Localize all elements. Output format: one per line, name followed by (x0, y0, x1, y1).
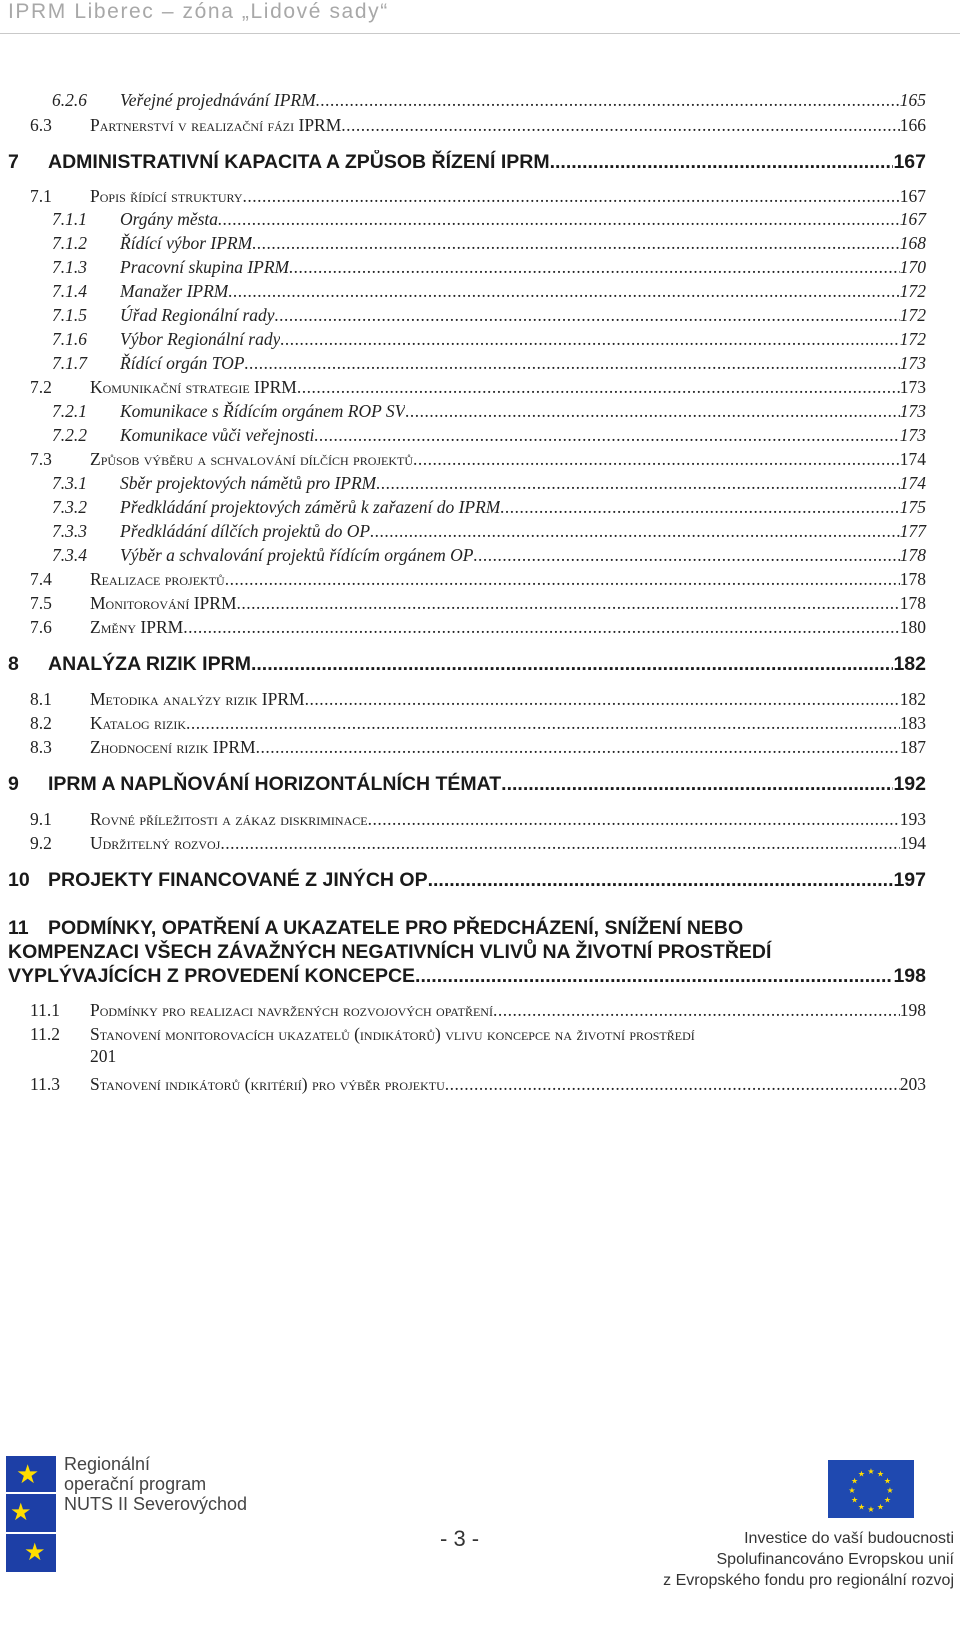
header-title: IPRM Liberec – zóna „Lidové sady“ (8, 0, 389, 23)
dot-leader (183, 616, 900, 638)
toc-entry[interactable]: 7.5 Monitorování IPRM ..... 178 (8, 592, 926, 614)
toc-entry[interactable]: 7.1.1 Orgány města ..... 167 (8, 208, 926, 230)
dot-leader (368, 808, 900, 830)
toc-entry[interactable]: 7.1.2 Řídící výbor IPRM ..... 168 (8, 232, 926, 254)
dot-leader (275, 304, 900, 326)
dot-leader (237, 592, 900, 614)
toc-chapter[interactable]: 11 PODMÍNKY, OPATŘENÍ A UKAZATELE PRO PŘEDCHÁZENÍ, SNÍŽENÍ NEBO KOMPENZACI VŠECH ZÁVAŽNÝCH NEGATIVNÍCH VLIVŮ NA ŽIVOTNÍ PROSTŘEDÍ VYPLÝVAJÍCÍCH Z PROVEDENÍ KONCEPCE ..... 198 (8, 916, 926, 988)
star-icon: ★ (16, 1460, 40, 1490)
eu-star-icon: ★ (867, 1467, 875, 1476)
eu-star-icon: ★ (883, 1476, 892, 1486)
page-footer (0, 1440, 960, 1640)
page-header (0, 0, 960, 34)
toc-entry[interactable]: 7.6 Změny IPRM ..... 180 (8, 616, 926, 638)
toc-entry[interactable]: 7.3 Způsob výběru a schvalování dílčích projektů ..... 174 (8, 448, 926, 470)
toc-entry[interactable]: 7.1.7 Řídící orgán TOP ..... 173 (8, 352, 926, 374)
toc-entry[interactable]: 7.1.4 Manažer IPRM ..... 172 (8, 280, 926, 302)
eu-star-icon: ★ (850, 1476, 859, 1486)
dot-leader (500, 496, 899, 518)
star-icon: ★ (10, 1498, 32, 1526)
toc-entry[interactable]: 11.3 Stanovení indikátorů (kritérií) pro výběr projektu ..... 203 (8, 1073, 926, 1095)
eu-flag-icon (828, 1460, 914, 1518)
toc-entry[interactable]: 11.2 Stanovení monitorovacích ukazatelů (indikátorů) vlivu koncepce na životní prostředí 201 (30, 1024, 695, 1066)
toc-entry[interactable]: 7.1 Popis řídící struktury ..... 167 (8, 185, 926, 207)
eu-star-icon: ★ (857, 1502, 866, 1512)
toc-entry[interactable]: 8.2 Katalog rizik ..... 183 (8, 712, 926, 734)
dot-leader (341, 114, 899, 136)
eu-star-icon: ★ (857, 1469, 866, 1479)
toc-entry[interactable]: 7.1.6 Výbor Regionální rady ..... 172 (8, 328, 926, 350)
page-number: - 3 - (440, 1526, 480, 1551)
dot-leader (501, 772, 893, 796)
dot-leader (220, 832, 899, 854)
dot-leader (445, 1073, 900, 1095)
dot-leader (376, 472, 899, 494)
dot-leader (289, 256, 900, 278)
dot-leader (405, 400, 899, 422)
eu-star-icon: ★ (876, 1469, 885, 1479)
toc-entry[interactable]: 9.2 Udržitelný rozvoj ..... 194 (8, 832, 926, 854)
dot-leader (252, 232, 900, 254)
eu-star-icon: ★ (886, 1486, 894, 1495)
toc-entry[interactable]: 7.3.4 Výběr a schvalování projektů řídícím orgánem OP ..... 178 (8, 544, 926, 566)
dot-leader (314, 424, 899, 446)
rop-logo (6, 1456, 56, 1572)
toc-entry[interactable]: 11.1 Podmínky pro realizaci navržených rozvojových opatření ..... 198 (8, 999, 926, 1021)
toc-entry[interactable]: 7.3.3 Předkládání dílčích projektů do OP ..... 177 (8, 520, 926, 542)
eu-star-icon: ★ (850, 1495, 859, 1505)
dot-leader (251, 652, 894, 676)
dot-leader (415, 964, 893, 988)
eu-slogan: Investice do vaší budoucnosti Spolufinancováno Evropskou unií z Evropského fondu pro regionální rozvoj (663, 1530, 954, 1589)
toc-entry[interactable]: 8.1 Metodika analýzy rizik IPRM ..... 182 (8, 688, 926, 710)
dot-leader (474, 544, 900, 566)
dot-leader (280, 328, 899, 350)
toc-entry[interactable]: 6.2.6 Veřejné projednávání IPRM ..... 165 (8, 89, 926, 111)
dot-leader (297, 376, 900, 398)
eu-star-icon: ★ (867, 1505, 875, 1514)
dot-leader (186, 712, 900, 734)
dot-leader (413, 448, 900, 470)
dot-leader (428, 868, 894, 892)
toc-entry[interactable]: 7.2.1 Komunikace s Řídícím orgánem ROP SV ..... 173 (8, 400, 926, 422)
toc-entry[interactable]: 7.2.2 Komunikace vůči veřejnosti ..... 173 (8, 424, 926, 446)
toc-chapter[interactable]: 10 PROJEKTY FINANCOVANÉ Z JINÝCH OP ..... 197 (8, 868, 926, 892)
star-icon: ★ (24, 1538, 46, 1566)
program-name: Regionální operační program NUTS II Severovýchod (64, 1454, 248, 1514)
toc-entry[interactable]: 7.3.2 Předkládání projektových záměrů k zařazení do IPRM ..... 175 (8, 496, 926, 518)
toc-entry[interactable]: 7.2 Komunikační strategie IPRM ..... 173 (8, 376, 926, 398)
toc-entry[interactable]: 9.1 Rovné příležitosti a zákaz diskriminace ..... 193 (8, 808, 926, 830)
toc-chapter[interactable]: 9 IPRM A NAPLŇOVÁNÍ HORIZONTÁLNÍCH TÉMAT ..... 192 (8, 772, 926, 796)
toc-entry[interactable]: 7.4 Realizace projektů ..... 178 (8, 568, 926, 590)
eu-star-icon: ★ (876, 1502, 885, 1512)
eu-star-icon: ★ (848, 1486, 856, 1495)
dot-leader (243, 185, 900, 207)
dot-leader (244, 352, 899, 374)
toc-entry[interactable]: 7.1.5 Úřad Regionální rady ..... 172 (8, 304, 926, 326)
toc-entry[interactable]: 8.3 Zhodnocení rizik IPRM ..... 187 (8, 736, 926, 758)
dot-leader (305, 688, 900, 710)
toc-entry[interactable]: 7.1.3 Pracovní skupina IPRM ..... 170 (8, 256, 926, 278)
dot-leader (218, 208, 900, 230)
toc-chapter[interactable]: 7 ADMINISTRATIVNÍ KAPACITA A ZPŮSOB ŘÍZENÍ IPRM ..... 167 (8, 150, 926, 174)
toc-entry[interactable]: 7.3.1 Sběr projektových námětů pro IPRM ..... 174 (8, 472, 926, 494)
toc-entry[interactable]: 6.3 Partnerství v realizační fázi IPRM ..... 166 (8, 114, 926, 136)
dot-leader (370, 520, 900, 542)
toc-chapter[interactable]: 8 ANALÝZA RIZIK IPRM ..... 182 (8, 652, 926, 676)
dot-leader (316, 89, 900, 111)
dot-leader (228, 280, 899, 302)
dot-leader (256, 736, 900, 758)
dot-leader (493, 999, 900, 1021)
eu-star-icon: ★ (883, 1495, 892, 1505)
dot-leader (225, 568, 900, 590)
dot-leader (550, 150, 894, 174)
